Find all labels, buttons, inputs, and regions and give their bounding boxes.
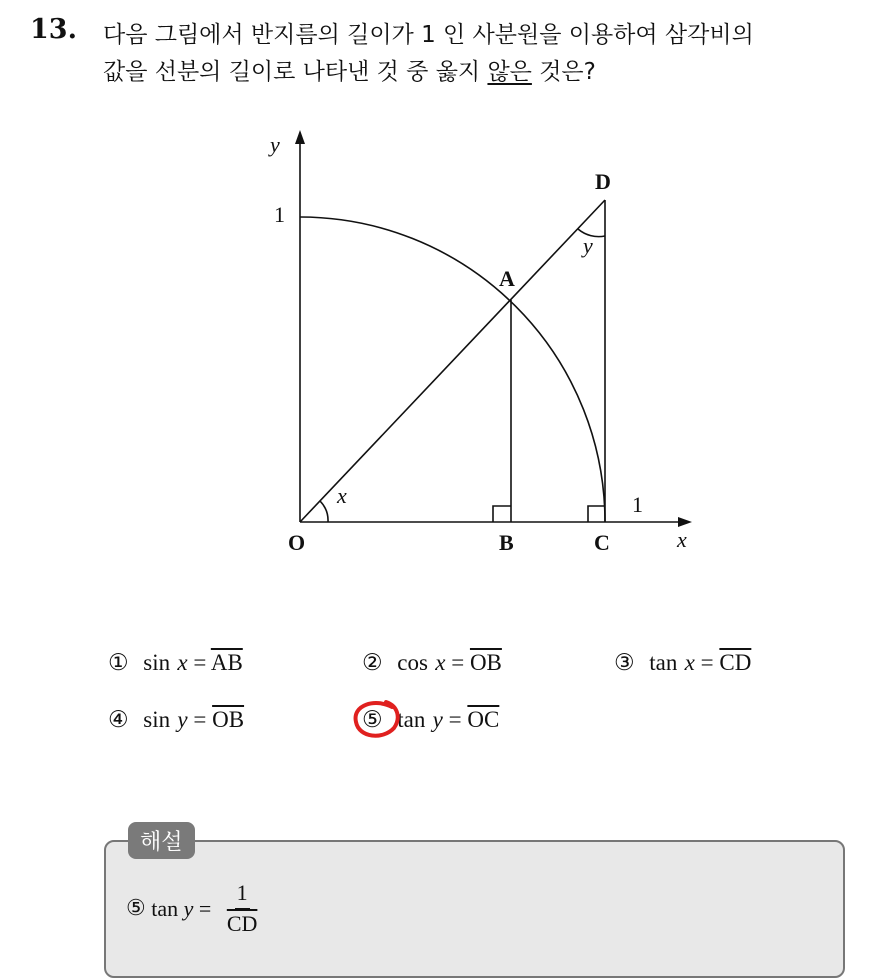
choice-segment: $\overline{OB}$	[469, 650, 502, 675]
choice-4[interactable]	[108, 707, 244, 733]
choice-equals: =	[694, 650, 720, 675]
choice-function: sin	[143, 650, 171, 675]
x-axis-label: x	[677, 527, 687, 552]
choice-equals: =	[187, 707, 213, 732]
choice-function: cos	[397, 650, 428, 675]
angle-label-y: y	[583, 233, 593, 258]
point-label-A: A	[499, 266, 515, 291]
choice-variable: x	[177, 650, 188, 675]
choice-variable: x	[684, 650, 695, 675]
solution-function: tan	[151, 895, 179, 921]
tick-label-x-1: 1	[632, 492, 643, 517]
solution-tag: 해설	[128, 822, 195, 859]
choice-1[interactable]	[108, 650, 243, 676]
y-axis-arrowhead	[295, 130, 305, 144]
choice-segment: $\overline{CD}$	[719, 650, 752, 675]
choice-number: ⑤	[362, 707, 383, 733]
choice-number: ③	[614, 650, 635, 676]
solution-content	[126, 880, 257, 937]
right-angle-mark-C	[588, 506, 605, 522]
angle-label-x: x	[337, 483, 347, 508]
solution-equals: =	[193, 895, 217, 921]
choice-3[interactable]	[614, 650, 751, 676]
question-emphasis-underlined: 않은	[487, 59, 532, 85]
choice-variable: y	[177, 707, 188, 732]
choice-number: ④	[108, 707, 129, 733]
solution-fraction	[227, 880, 258, 937]
question-number: 13.	[30, 14, 77, 45]
choice-2[interactable]	[362, 650, 502, 676]
question-text-line1: 다음 그림에서 반지름의 길이가 1 인 사분원을 이용하여 삼각비의	[103, 22, 754, 48]
choice-equals: =	[187, 650, 211, 675]
solution-choice-number: ⑤	[126, 896, 146, 921]
choice-function: tan	[397, 707, 426, 732]
choice-equals: =	[442, 707, 468, 732]
choice-segment: $\overline{OB}$	[212, 707, 245, 732]
choice-5[interactable]	[362, 707, 499, 733]
solution-variable: y	[183, 895, 194, 921]
choice-function: tan	[649, 650, 678, 675]
question-text-part: 것은?	[531, 59, 596, 85]
point-label-O: O	[288, 530, 306, 555]
angle-arc-x	[320, 501, 328, 522]
point-label-C: C	[594, 530, 610, 555]
fraction-numerator: 1	[235, 880, 250, 909]
tick-label-y-1: 1	[274, 202, 285, 227]
choice-equals: =	[445, 650, 470, 675]
choice-variable: y	[432, 707, 443, 732]
y-axis-label: y	[270, 132, 280, 157]
choice-segment: $\overline{AB}$	[210, 650, 243, 675]
point-label-B: B	[499, 530, 514, 555]
point-label-D: D	[595, 169, 611, 194]
choice-segment: $\overline{OC}$	[467, 707, 500, 732]
choice-number: ①	[108, 650, 129, 676]
quarter-circle-arc	[300, 217, 605, 522]
question-text-part: 값을 선분의 길이로 나타낸 것 중 옳지	[103, 59, 488, 85]
right-angle-mark-B	[493, 506, 511, 522]
fraction-denominator: CD	[226, 911, 258, 936]
x-axis-arrowhead	[678, 517, 692, 527]
choice-number: ②	[362, 650, 383, 676]
choice-variable: x	[435, 650, 446, 675]
choice-function: sin	[143, 707, 171, 732]
